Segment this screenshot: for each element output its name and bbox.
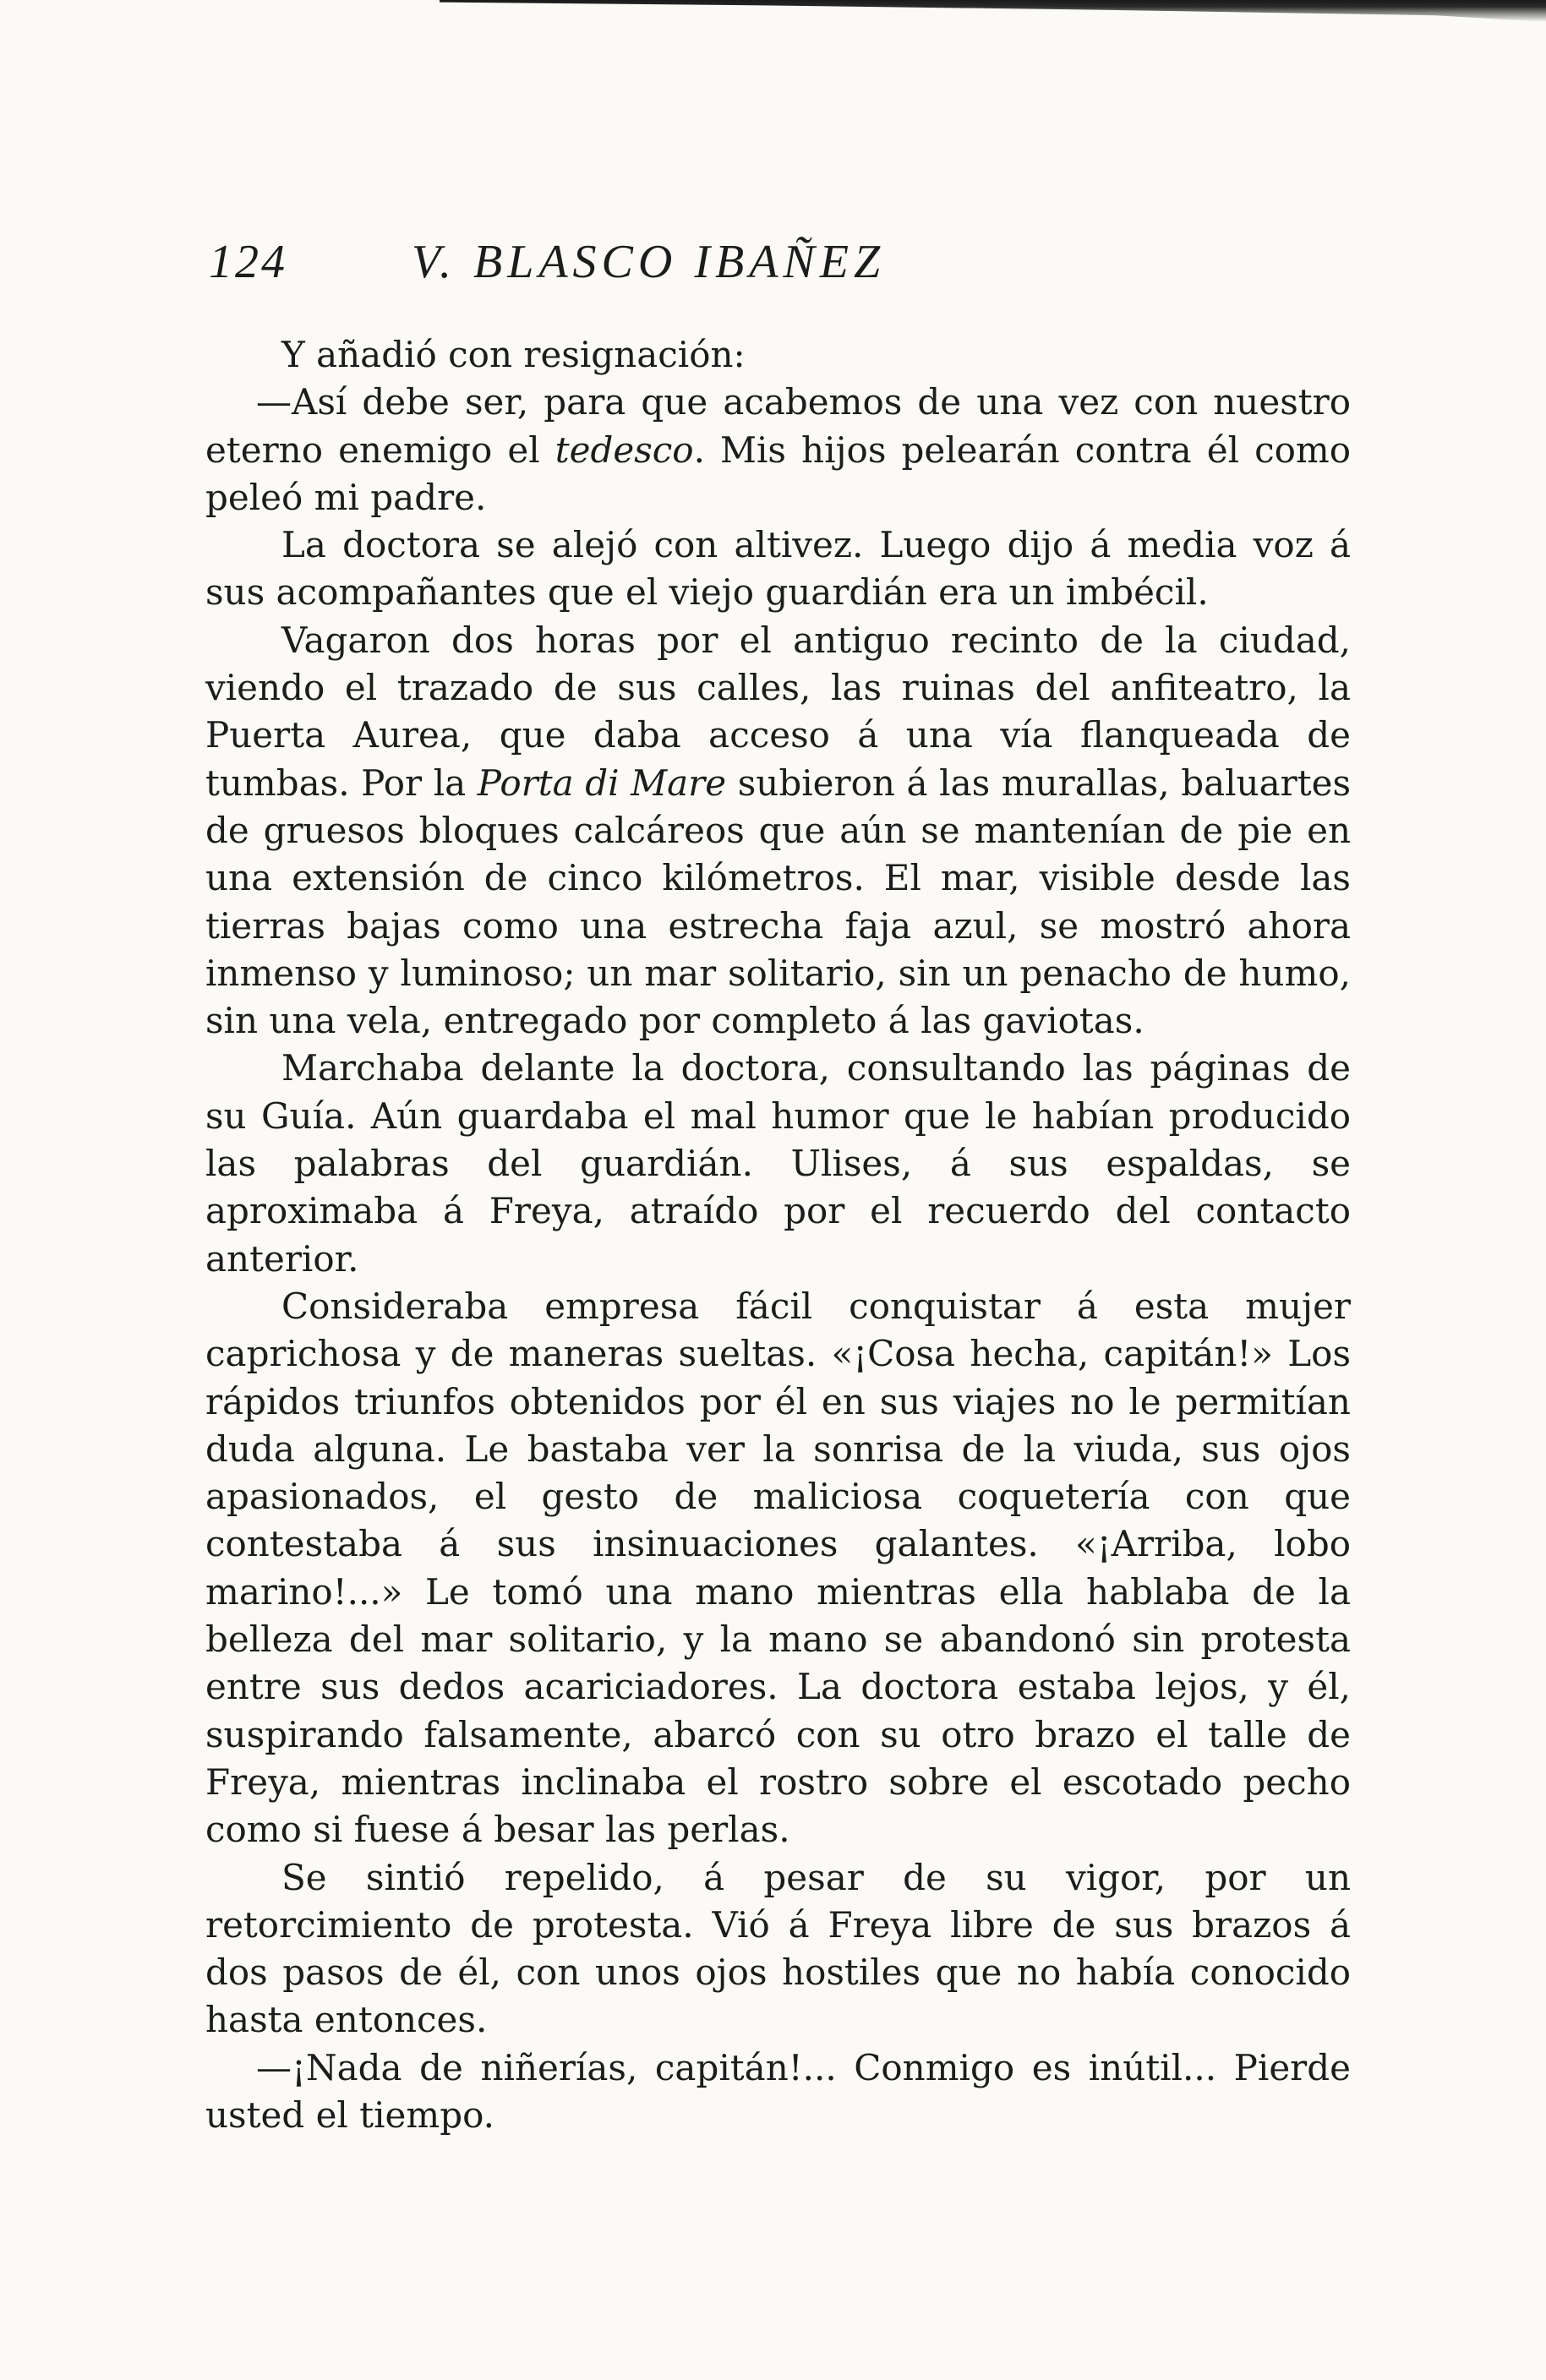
paragraph-p1 [205,331,1351,379]
italic-text-segment: Porta di Mare [477,761,727,804]
text-segment: Marchaba delante la doctora, consultando las páginas de su Guía. Aún guardaba el mal humor que le habían producido las palabras del guardián. Ulises, á sus espaldas, se aproximaba á Freya, atraído por el recuerdo del contacto anterior. [205,1047,1351,1280]
page-header [209,235,1350,294]
text-segment: subieron á las murallas, baluartes de gruesos bloques calcáreos que aún se mantenían de pie en una extensión de cinco kilómetros. El mar, visible desde las tierras bajas como una estrecha faja azul, se mostró ahora inmenso y luminoso; un mar solitario, sin un penacho de humo, sin una vela, entregado por completo á las gaviotas. [205,761,1351,1042]
body-text [205,331,1351,2139]
page-top-edge-shadow [440,0,1546,22]
text-segment: Vagaron dos horas por el antiguo recinto de la ciudad, viendo el trazado de sus calles, las ruinas del anfiteatro, la Puerta Aurea, que daba acceso á una vía flanqueada de tumbas. Por la [205,619,1351,804]
page-number: 124 [209,236,287,288]
text-segment: Se sintió repelido, á pesar de su vigor, por un retorcimiento de protesta. Vió á Freya libre de sus brazos á dos pasos de él, con unos ojos hostiles que no había conocido hasta entonces. [205,1856,1351,2041]
text-segment: La doctora se alejó con altivez. Luego dijo á media voz á sus acompañantes que el viejo guardián era un imbécil. [205,524,1351,614]
paragraph-p4 [205,617,1351,1045]
paragraph-p8 [205,2044,1351,2140]
italic-text-segment: tedesco [554,429,694,471]
text-segment: Y añadió con resignación: [281,334,746,375]
paragraph-p2 [205,379,1351,521]
text-segment: —Así debe ser, para que acabemos de una vez con nuestro eterno enemigo el [205,381,1351,471]
running-title: V. BLASCO IBAÑEZ [412,236,886,288]
paragraph-p3 [205,521,1351,617]
paragraph-p6 [205,1283,1351,1854]
text-segment: —¡Nada de niñerías, capitán!... Conmigo es inútil... Pierde usted el tiempo. [205,2046,1351,2136]
paragraph-p5 [205,1045,1351,1282]
paragraph-p7 [205,1854,1351,2044]
text-segment: . Mis hijos pelearán contra él como peleó mi padre. [205,429,1351,518]
text-segment: Consideraba empresa fácil conquistar á esta mujer caprichosa y de maneras sueltas. «¡Cosa hecha, capitán!» Los rápidos triunfos obtenidos por él en sus viajes no le permitían duda alguna. Le bastaba ver la sonrisa de la viuda, sus ojos apasionados, el gesto de maliciosa coquetería con que contestaba á sus insinuaciones galantes. «¡Arriba, lobo marino!...» Le tomó una mano mientras ella hablaba de la belleza del mar solitario, y la mano se abandonó sin protesta entre sus dedos acariciadores. La doctora estaba lejos, y él, suspirando falsamente, abarcó con su otro brazo el talle de Freya, mientras inclinaba el rostro sobre el escotado pecho como si fuese á besar las perlas. [205,1285,1351,1851]
